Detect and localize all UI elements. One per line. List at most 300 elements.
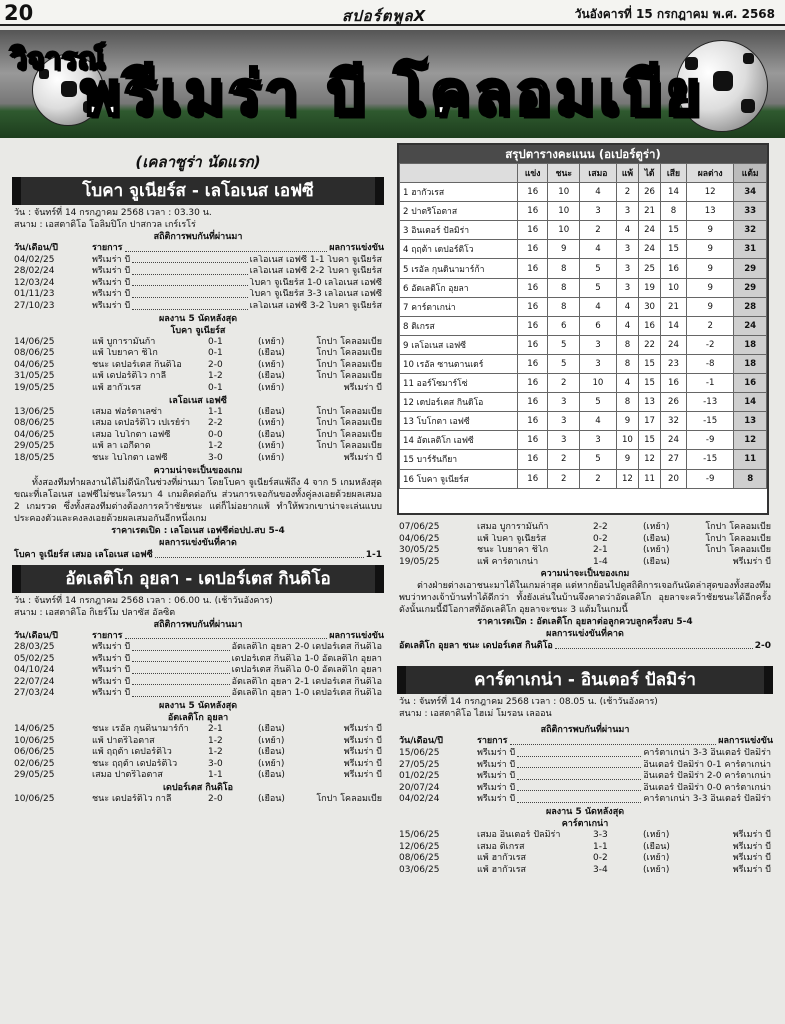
form-venue: (เหย้า) [258,452,285,463]
form-competition: พรีเมร่า บี [732,853,771,864]
form-row [12,794,384,806]
match-venue: สนาม : เอสตาดิโอ กิเยร์โม ปลาซัส อัลซิต [14,607,176,618]
form-date: 14/06/25 [14,336,55,347]
standings-cell-team: 15 บาร์รันกียา [400,450,518,469]
standings-cell-gf: 17 [639,412,661,431]
standings-col-header: ได้ [639,164,661,183]
col-result: ผลการแข่งขัน [718,736,773,747]
form-competition: พรีเมร่า บี [343,747,382,758]
form-date: 02/06/25 [14,758,55,769]
standings-cell-l: 3 [616,259,638,278]
form-competition: พรีเมร่า บี [732,556,771,567]
form-row [397,534,773,546]
form-date: 10/06/25 [14,794,55,805]
standings-cell-gf: 13 [639,393,661,412]
form-opponent: แพ้ ฮากัวเรส [92,382,142,393]
h2h-result: คาร์ตาเกน่า 3-3 อินเตอร์ ปัลมิร่า [643,747,771,758]
h2h-header [12,631,384,643]
standings-cell-d: 5 [580,278,617,297]
standings-row [400,450,767,469]
h2h-row [12,255,384,267]
form-opponent: แพ้ โบคา จูเนียร์ส [477,533,547,544]
analysis-text: ต่างฝ่ายต่างเอาชนะมาได้ในเกมล่าสุด แต่หากย้อนไปดูสถิติการเจอกันนัดล่าสุดของทั้งสองทีมพบว่าทางเจ้าบ้านทำได้ดีกว่า ทั้งยังเล่นในบ้านจึงคาดว่าอัตเลติโก อุยลาจะคว้าชัยชนะได้อีกครั้ง ดังนั้นเกมนี้มีโอกาสที่อัตเลติโก อุยลาจะชนะ 3 แต้มในเกมนี้ [399,581,771,616]
form-venue: (เหย้า) [258,418,285,429]
form-date: 31/05/25 [14,371,55,382]
form-competition: พรีเมร่า บี [343,758,382,769]
prediction-heading: ผลการแข่งขันที่คาด [159,537,237,548]
standings-cell-l: 4 [616,374,638,393]
match-venue: สนาม : เอสตาดิโอ โอลิมปิโก ปาสกวล เกร์เรโร่ [14,220,196,230]
col-date: วัน/เดือน/ปี [399,736,443,747]
h2h-date: 27/03/24 [14,688,55,699]
standings-col-header: ชนะ [548,164,580,183]
h2h-competition: พรีเมร่า บี [92,254,131,265]
standings-cell-team: 7 คาร์ตาเกน่า [400,297,518,316]
standings-cell-pts: 8 [734,469,767,488]
section-tag: วิจารณ์ [10,42,106,77]
standings-col-header: ผลต่าง [686,164,733,183]
standings-cell-team: 13 โบโกตา เอฟซี [400,412,518,431]
form-row [12,759,384,771]
standings-title: สรุปตารางคะแนน (อเปอร์ตูร่า) [399,145,767,163]
form-row [12,430,384,442]
standings-cell-gd: -1 [686,374,733,393]
h2h-result: อัตเลติโก อุยลา 2-1 เดปอร์เตส กินดิโอ [231,676,382,687]
col-result: ผลการแข่งขัน [329,630,384,641]
h2h-row [397,771,773,783]
standings-cell-team: 6 อัตเลติโก อุยลา [400,278,518,297]
standings-cell-gd: 2 [686,316,733,335]
standings-cell-l: 3 [616,278,638,297]
form-competition: โกปา โคลอมเบีย [316,406,382,417]
standings-cell-p: 16 [518,183,548,202]
form-competition: โกปา โคลอมเบีย [316,359,382,370]
form-opponent: ชนะ เดปอร์เตส กินดิโอ [92,359,182,370]
prediction-row [12,549,384,561]
form-row [12,770,384,782]
h2h-header [397,736,773,748]
standings-cell-p: 16 [518,354,548,373]
form-competition: พรีเมร่า บี [732,841,771,852]
standings-cell-d: 4 [580,412,617,431]
standings-cell-gf: 12 [639,450,661,469]
form-score: 1-2 [208,735,223,746]
form-venue: (เหย้า) [258,382,285,393]
standings-cell-l: 9 [616,412,638,431]
standings-cell-l: 3 [616,202,638,221]
standings-cell-pts: 12 [734,431,767,450]
page-header [0,0,785,26]
h2h-heading: สถิติการพบกันที่ผ่านมา [540,725,630,736]
standings-cell-p: 16 [518,202,548,221]
standings-cell-gd: 9 [686,259,733,278]
form-row [12,724,384,736]
form-opponent: เสมอ เดปอร์ติโว เปเรย์ร่า [92,418,191,429]
h2h-result: เลโอเนส เอฟซี 2-2 โบคา จูเนียร์ส [249,266,382,277]
brand-logo: สปอร์ตพูลX [342,7,427,25]
h2h-row [12,266,384,278]
standings-cell-pts: 34 [734,183,767,202]
h2h-competition: พรีเมร่า บี [92,665,131,676]
form-date: 04/06/25 [14,429,55,440]
standings-table [397,143,769,515]
standings-row [400,240,767,259]
form-opponent: เสมอ ติเกรส [477,841,525,852]
form-opponent: ชนะ เดปอร์ติโว กาลี [92,794,172,805]
h2h-result: อินเตอร์ ปัลมิร่า 2-0 คาร์ตาเกน่า [643,771,771,782]
h2h-competition: พรีเมร่า บี [477,782,516,793]
standings-cell-gd: -15 [686,450,733,469]
form-venue: (เหย้า) [258,735,285,746]
standings-cell-gf: 21 [639,202,661,221]
form-date: 29/05/25 [14,441,55,452]
form-score: 3-0 [208,452,223,463]
standings-cell-team: 11 ออร์โซมาร์โซ่ [400,374,518,393]
form-date: 19/05/25 [399,556,440,567]
h2h-date: 12/03/24 [14,277,55,288]
standings-row [400,297,767,316]
right-column [397,522,773,876]
standings-cell-pts: 18 [734,354,767,373]
standings-row [400,259,767,278]
h2h-competition: พรีเมร่า บี [477,747,516,758]
h2h-result: เลโอเนส เอฟซี 3-2 โบคา จูเนียร์ส [249,300,382,311]
h2h-competition: พรีเมร่า บี [92,676,131,687]
h2h-date: 27/05/25 [399,759,440,770]
form-row [397,865,773,877]
form-date: 15/06/25 [399,829,440,840]
standings-row [400,278,767,297]
form-score: 0-2 [593,533,608,544]
h2h-result: อัตเลติโก อุยลา 1-0 เดปอร์เตส กินดิโอ [231,688,382,699]
standings-cell-gd: 9 [686,240,733,259]
standings-cell-p: 16 [518,240,548,259]
form-opponent: แพ้ ปาตริโอตาส [92,735,155,746]
form-row [12,736,384,748]
standings-cell-d: 3 [580,354,617,373]
form-row [12,371,384,383]
form-row [12,360,384,372]
standings-cell-p: 16 [518,431,548,450]
form-opponent: ชนะ เรอัล กุนดินามาร์ก้า [92,724,189,735]
h2h-date: 20/07/24 [399,782,440,793]
form-date: 13/06/25 [14,406,55,417]
standings-cell-pts: 14 [734,393,767,412]
match-time: วัน : จันทร์ที่ 14 กรกฎาคม 2568 เวลา : 03.30 น. [14,208,212,218]
form-date: 04/06/25 [14,359,55,370]
standings-cell-l: 12 [616,469,638,488]
standings-cell-p: 16 [518,259,548,278]
h2h-result: อัตเลติโก อุยลา 2-0 เดปอร์เตส กินดิโอ [231,642,382,653]
standings-cell-w: 10 [548,221,580,240]
form-score: 2-0 [208,794,223,805]
form-score: 0-1 [208,348,223,359]
form-row [12,418,384,430]
form-venue: (เยือน) [258,724,285,735]
standings-cell-ga: 24 [660,431,686,450]
h2h-competition: พรีเมร่า บี [477,759,516,770]
form-score: 2-1 [208,724,223,735]
standings-cell-gd: -8 [686,354,733,373]
standings-col-header: แข่ง [518,164,548,183]
standings-cell-w: 2 [548,450,580,469]
standings-cell-d: 3 [580,202,617,221]
form-score: 1-1 [593,841,608,852]
standings-cell-w: 9 [548,240,580,259]
form-date: 07/06/25 [399,522,440,532]
form-venue: (เหย้า) [258,359,285,370]
h2h-competition: พรีเมร่า บี [477,794,516,805]
form-row [397,522,773,534]
standings-cell-d: 5 [580,259,617,278]
standings-col-header: แต้ม [734,164,767,183]
h2h-result: เดปอร์เตส กินดิโอ 1-0 อัตเลติโก อุยลา [231,653,382,664]
form-opponent: เสมอ อินเตอร์ ปัลมิร่า [477,829,561,840]
round-subtitle: (เคลาซูร่า นัดแรก) [135,153,261,171]
standings-cell-gf: 15 [639,431,661,450]
odds-text: ราคาเรตเปิด : เลโอเนส เอฟซีต่อปป.สบ 5-4 [111,525,285,536]
standings-cell-team: 1 ฮากัวเรส [400,183,518,202]
h2h-row [12,278,384,290]
standings-cell-gf: 19 [639,278,661,297]
standings-cell-w: 6 [548,316,580,335]
prediction-heading: ผลการแข่งขันที่คาด [546,629,624,640]
standings-col-header: เสีย [660,164,686,183]
analysis-heading: ความน่าจะเป็นของเกม [153,465,243,476]
standings-cell-l: 2 [616,183,638,202]
team-name: คาร์ตาเกน่า [561,818,609,829]
match-venue: สนาม : เอสตาดิโอ ไฮเม่ โมรอน เลออน [399,709,552,720]
standings-cell-d: 3 [580,335,617,354]
form-score: 3-4 [593,864,608,875]
form-date: 10/06/25 [14,735,55,746]
prediction-score: 2-0 [754,641,771,652]
form-date: 18/05/25 [14,452,55,463]
h2h-date: 22/07/24 [14,676,55,687]
standings-row [400,354,767,373]
standings-cell-p: 16 [518,469,548,488]
standings-cell-pts: 16 [734,374,767,393]
form-venue: (เยือน) [643,841,670,852]
standings-cell-gf: 15 [639,354,661,373]
form-competition: พรีเมร่า บี [732,864,771,875]
odds-text: ราคาเรตเปิด : อัตเลติโก อุยลาต่อลูกควบลูกครึ่งสบ 5-4 [477,617,693,628]
issue-date: วันอังคารที่ 15 กรกฎาคม พ.ศ. 2568 [574,7,775,21]
form-row [12,383,384,395]
form-score: 1-2 [208,371,223,382]
form-competition: โกปา โคลอมเบีย [316,418,382,429]
title-banner [0,30,785,138]
match-time: วัน : จันทร์ที่ 14 กรกฎาคม 2568 เวลา : 08.05 น. (เช้าวันอังคาร) [399,697,658,708]
standings-row [400,316,767,335]
standings-cell-p: 16 [518,278,548,297]
h2h-row [12,665,384,677]
form-opponent: แพ้ ฮากัวเรส [477,864,527,875]
standings-cell-ga: 14 [660,316,686,335]
team-name: เดปอร์เตส กินดิโอ [162,783,234,794]
standings-cell-l: 3 [616,240,638,259]
form-row [12,441,384,453]
form-competition: พรีเมร่า บี [343,452,382,463]
standings-cell-team: 12 เดปอร์เตส กินดิโอ [400,393,518,412]
form-competition: โกปา โคลอมเบีย [316,371,382,382]
form-heading: ผลงาน 5 นัดหลังสุด [545,806,625,817]
form-opponent: เสมอ บูการามันก้า [477,522,549,532]
standings-cell-w: 3 [548,431,580,450]
form-date: 06/06/25 [14,747,55,758]
standings-cell-w: 5 [548,335,580,354]
standings-cell-w: 8 [548,259,580,278]
form-date: 08/06/25 [14,418,55,429]
standings-cell-gd: 13 [686,202,733,221]
form-competition: พรีเมร่า บี [343,724,382,735]
standings-cell-ga: 21 [660,297,686,316]
h2h-row [397,748,773,760]
form-row [397,545,773,557]
form-competition: โกปา โคลอมเบีย [316,794,382,805]
standings-cell-w: 3 [548,393,580,412]
form-competition: โกปา โคลอมเบีย [705,545,771,556]
h2h-competition: พรีเมร่า บี [92,653,131,664]
h2h-row [12,642,384,654]
col-date: วัน/เดือน/ปี [14,243,58,253]
form-competition: โกปา โคลอมเบีย [705,522,771,532]
standings-cell-team: 8 ติเกรส [400,316,518,335]
form-score: 1-4 [593,556,608,567]
standings-cell-w: 10 [548,202,580,221]
form-score: 3-0 [208,758,223,769]
standings-cell-gf: 26 [639,183,661,202]
standings-cell-p: 16 [518,297,548,316]
h2h-result: อินเตอร์ ปัลมิร่า 0-1 คาร์ตาเกน่า [643,759,771,770]
standings-cell-gd: -9 [686,431,733,450]
standings-cell-gd: -2 [686,335,733,354]
h2h-header [12,243,384,255]
form-row [397,842,773,854]
prediction-text: อัตเลติโก อุยลา ชนะ เดปอร์เตส กินดิโอ [399,641,553,652]
standings-cell-team: 16 โบคา จูเนียร์ส [400,469,518,488]
standings-cell-w: 2 [548,374,580,393]
form-venue: (เหย้า) [643,864,670,875]
standings-cell-l: 8 [616,354,638,373]
form-venue: (เยือน) [258,371,285,382]
form-venue: (เหย้า) [643,522,670,532]
form-row [12,407,384,419]
standings-cell-gf: 11 [639,469,661,488]
standings-cell-w: 10 [548,183,580,202]
standings-cell-p: 16 [518,412,548,431]
standings-cell-gf: 30 [639,297,661,316]
standings-cell-pts: 18 [734,335,767,354]
form-score: 2-2 [208,418,223,429]
form-opponent: แพ้ คาร์ตาเกน่า [477,556,539,567]
standings-cell-gd: -15 [686,412,733,431]
h2h-date: 01/11/23 [14,289,55,300]
form-venue: (เหย้า) [643,545,670,556]
h2h-competition: พรีเมร่า บี [477,771,516,782]
standings-cell-team: 9 เลโอเนส เอฟซี [400,335,518,354]
standings-cell-pts: 32 [734,221,767,240]
form-opponent: แพ้ บูการามันก้า [92,336,156,347]
standings-cell-gf: 25 [639,259,661,278]
prediction-row [397,640,773,652]
form-venue: (เยือน) [258,747,285,758]
h2h-result: เลโอเนส เอฟซี 1-1 โบคา จูเนียร์ส [249,254,382,265]
team-name: เลโอเนส เอฟซี [169,395,227,406]
form-score: 2-0 [208,359,223,370]
standings-cell-ga: 26 [660,393,686,412]
form-date: 30/05/25 [399,545,440,556]
form-competition: โกปา โคลอมเบีย [316,348,382,359]
standings-row [400,412,767,431]
prediction-score: 1-1 [365,549,382,560]
form-score: 1-2 [208,747,223,758]
h2h-date: 04/02/24 [399,794,440,805]
form-opponent: ชนะ ฤฤต้า เดปอร์ติโว [92,758,178,769]
standings-cell-team: 2 ปาตริโอตาส [400,202,518,221]
form-score: 0-0 [208,429,223,440]
form-competition: พรีเมร่า บี [343,770,382,781]
match-title: อัตเลติโก อุยลา - เดปอร์เตส กินดิโอ [12,565,384,593]
h2h-date: 15/06/25 [399,747,440,758]
form-opponent: ชนะ โบยาคา ชิโก [477,545,549,556]
standings-cell-team: 5 เรอัล กุนดินามาร์ก้า [400,259,518,278]
form-opponent: เสมอ ฟอร์ตาเลซ่า [92,406,163,417]
form-opponent: แพ้ โบยาคา ชิโก [92,348,158,359]
standings-cell-pts: 29 [734,259,767,278]
standings-row [400,183,767,202]
match-time: วัน : จันทร์ที่ 14 กรกฎาคม 2568 เวลา : 06.00 น. (เช้าวันอังคาร) [14,595,273,606]
form-date: 19/05/25 [14,382,55,393]
standings-cell-l: 8 [616,335,638,354]
standings-cell-w: 8 [548,297,580,316]
team-name: โบคา จูเนียร์ส [170,325,226,336]
standings-row [400,202,767,221]
standings-row [400,431,767,450]
h2h-date: 27/10/23 [14,300,55,311]
h2h-result: โบคา จูเนียร์ส 3-3 เลโอเนส เอฟซี [249,289,382,300]
h2h-row [12,301,384,313]
standings-cell-pts: 29 [734,278,767,297]
standings-cell-d: 2 [580,469,617,488]
standings-row [400,335,767,354]
form-opponent: แพ้ เดปอร์ติโว กาลี [92,371,167,382]
standings-col-header: แพ้ [616,164,638,183]
h2h-date: 28/02/24 [14,266,55,277]
standings-cell-pts: 33 [734,202,767,221]
h2h-heading: สถิติการพบกันที่ผ่านมา [153,619,243,630]
standings-cell-d: 4 [580,297,617,316]
standings-cell-ga: 32 [660,412,686,431]
col-comp: รายการ [92,243,123,253]
standings-cell-gd: 9 [686,297,733,316]
h2h-date: 04/10/24 [14,665,55,676]
match-title: โบคา จูเนียร์ส - เลโอเนส เอฟซี [12,177,384,205]
standings-cell-team: 4 ฤฤต้า เดปอร์ติโว [400,240,518,259]
form-opponent: ชนะ โบโกตา เอฟซี [92,452,168,463]
form-competition: พรีเมร่า บี [343,382,382,393]
standings-cell-d: 10 [580,374,617,393]
form-row [12,747,384,759]
h2h-competition: พรีเมร่า บี [92,289,131,300]
standings-cell-ga: 23 [660,354,686,373]
form-date: 08/06/25 [14,348,55,359]
form-venue: (เยือน) [258,429,285,440]
form-date: 29/05/25 [14,770,55,781]
team-name: อัตเลติโก อุยลา [167,713,229,724]
form-venue: (เหย้า) [258,758,285,769]
form-score: 1-1 [208,406,223,417]
